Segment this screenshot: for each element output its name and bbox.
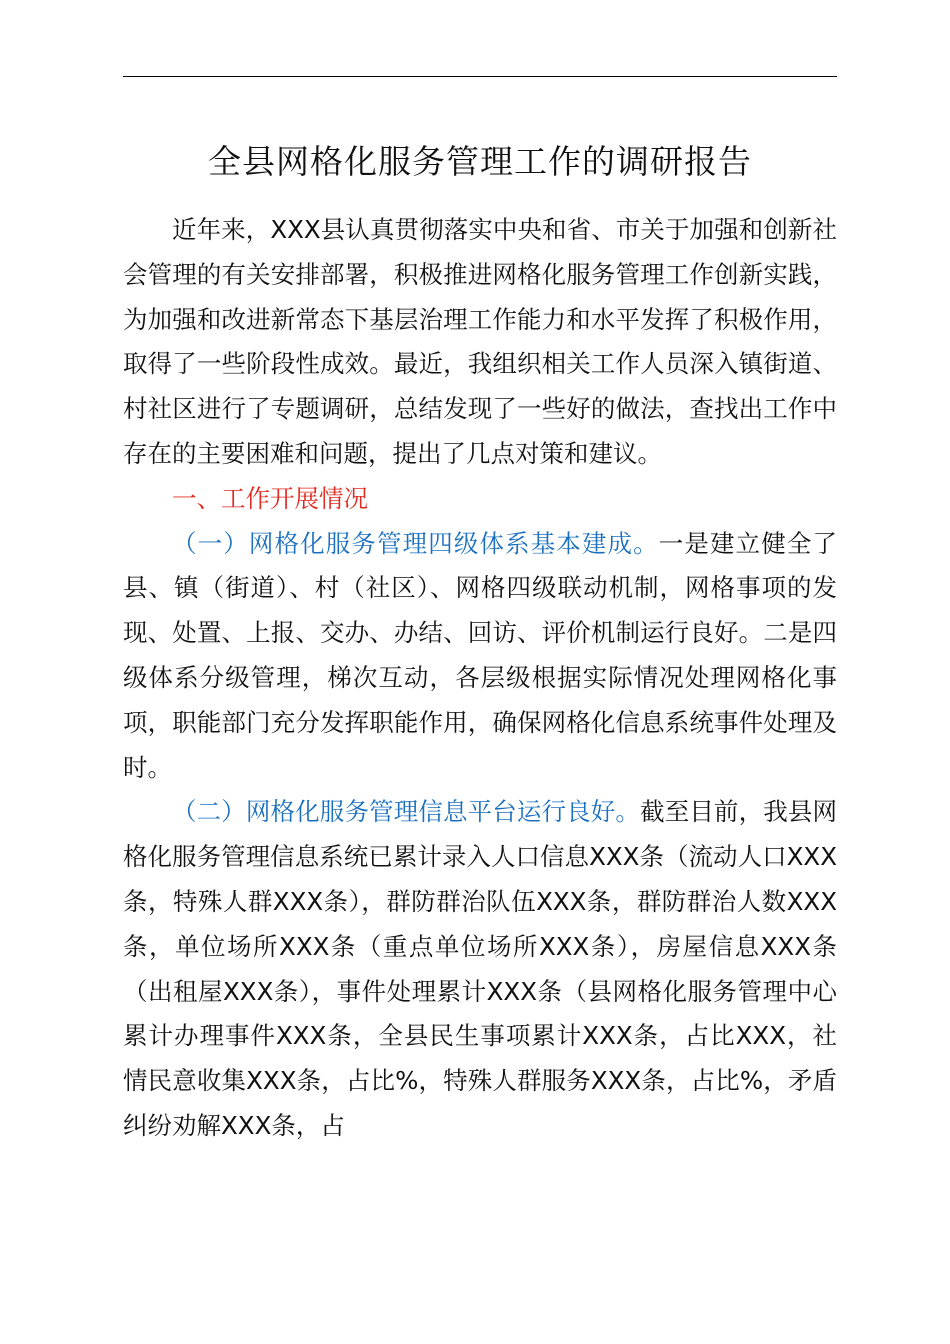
subsection-1-paragraph [123, 522, 837, 791]
subsection-2-paragraph [123, 790, 837, 1148]
subsection-1-heading: （一）网格化服务管理四级体系基本建成。 [172, 528, 659, 558]
subsection-1-body: 一是建立健全了县、镇（街道）、村（社区）、网格四级联动机制，网格事项的发现、处置、上报、交办、办结、回访、评价机制运行良好。二是四级体系分级管理，梯次互动，各层级根据实际情况处理网格化事项，职能部门充分发挥职能作用，确保网格化信息系统事件处理及时。 [123, 528, 838, 782]
document-body [123, 208, 837, 1149]
intro-paragraph: 近年来，XXX县认真贯彻落实中央和省、市关于加强和创新社会管理的有关安排部署，积极推进网格化服务管理工作创新实践，为加强和改进新常态下基层治理工作能力和水平发挥了积极作用，取得了一些阶段性成效。最近，我组织相关工作人员深入镇街道、村社区进行了专题调研，总结发现了一些好的做法，查找出工作中存在的主要困难和问题，提出了几点对策和建议。 [123, 215, 837, 468]
document-title: 全县网格化服务管理工作的调研报告 [208, 142, 752, 181]
subsection-2-body: 截至目前，我县网格化服务管理信息系统已累计录入人口信息XXX条（流动人口XXX条，特殊人群XXX条），群防群治队伍XXX条，群防群治人数XXX条，单位场所XXX条（重点单位场所XXX条），房屋信息XXX条（出租屋XXX条），事件处理累计XXX条（县网格化服务管理中心累计办理事件XXX条，全县民生事项累计XXX条，占比XXX，社情民意收集XXX条，占比%，特殊人群服务XXX条，占比%，矛盾纠纷劝解XXX条，占 [123, 797, 838, 1140]
header-rule [123, 76, 837, 77]
section-heading-work-status: 一、工作开展情况 [172, 483, 368, 513]
subsection-2-heading: （二）网格化服务管理信息平台运行良好。 [172, 797, 641, 827]
